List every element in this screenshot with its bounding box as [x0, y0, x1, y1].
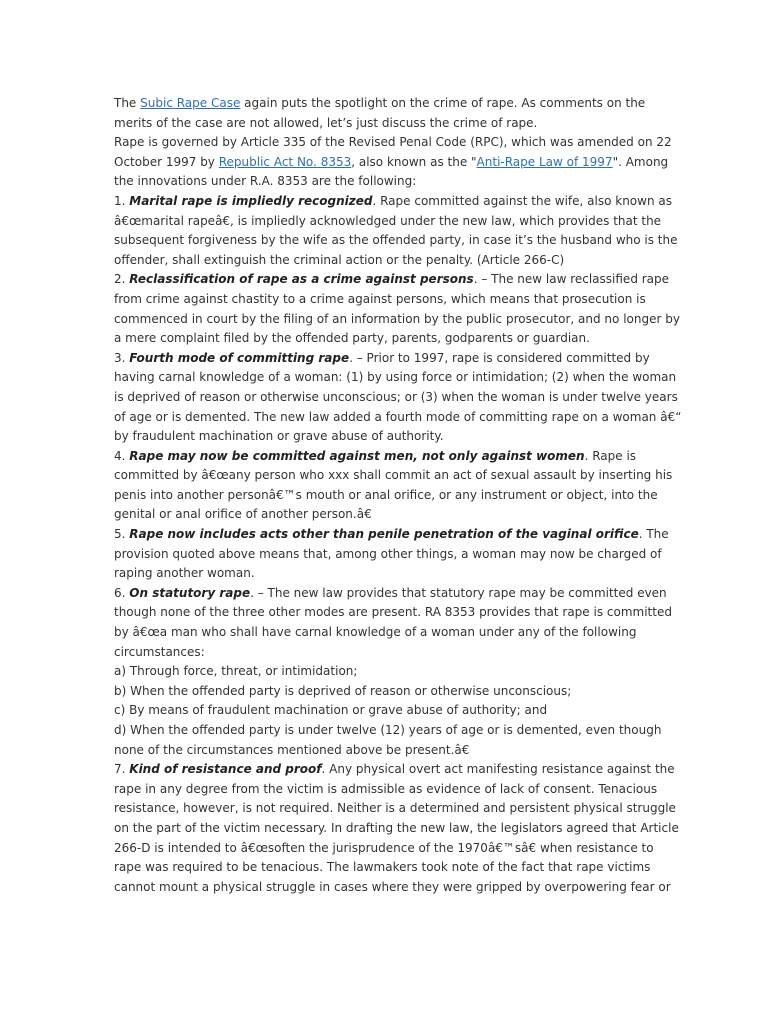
text-line: by fraudulent machination or grave abuse of authority. [114, 429, 444, 444]
subic-rape-case-link[interactable]: Subic Rape Case [140, 96, 241, 110]
text-line: from crime against chastity to a crime against persons, which means that prosecution is [114, 291, 646, 306]
text-line: the innovations under R.A. 8353 are the following: [114, 174, 417, 189]
anti-rape-law-link[interactable]: Anti-Rape Law of 1997 [476, 154, 613, 169]
text-line: cannot mount a physical struggle in cases where they were gripped by overpowering fear or [114, 879, 671, 894]
list-item-heading: 2. Reclassification of rape as a crime against persons. – The new law reclassified rape [114, 272, 670, 287]
list-item-heading: 7. Kind of resistance and proof. Any physical overt act manifesting resistance against the [114, 762, 675, 777]
list-item-heading: 3. Fourth mode of committing rape. – Prior to 1997, rape is considered committed by [114, 350, 650, 365]
item-5-heading: Rape now includes acts other than penile penetration of the vaginal orifice [129, 527, 639, 542]
text-line: provision quoted above means that, among other things, a woman may now be charged of [114, 546, 662, 561]
text-line: is deprived of reason or otherwise unconscious; or (3) when the woman is under twelve years [114, 389, 678, 404]
text-line: The Subic Rape Case again puts the spotlight on the crime of rape. As comments on the [114, 96, 646, 110]
text-line: a mere complaint filed by the offended party, parents, godparents or guardian. [114, 331, 590, 346]
list-item-heading: 1. Marital rape is impliedly recognized. Rape committed against the wife, also known as [114, 193, 672, 208]
text-line: having carnal knowledge of a woman: (1) by using force or intimidation; (2) when the woman [114, 370, 677, 385]
item-2-heading: Reclassification of rape as a crime against persons [129, 272, 474, 287]
text-line: genital or anal orifice of another person.â€ [114, 507, 372, 522]
text-line: a) Through force, threat, or intimidation; [114, 664, 358, 679]
text-line: though none of the three other modes are present. RA 8353 provides that rape is committed [114, 605, 672, 620]
text-line: raping another woman. [114, 566, 255, 581]
list-item-heading: 4. Rape may now be committed against men, not only against women. Rape is [114, 448, 637, 463]
text-line: rape in any degree from the victim is admissible as evidence of lack of consent. Tenacious [114, 781, 658, 796]
text-line: circumstances: [114, 644, 205, 659]
text-line: rape was required to be tenacious. The lawmakers took note of the fact that rape victims [114, 860, 651, 875]
republic-act-8353-link[interactable]: Republic Act No. 8353 [218, 154, 352, 169]
text-line: c) By means of fraudulent machination or grave abuse of authority; and [114, 703, 548, 718]
text-line: offender, shall extinguish the criminal action or the penalty. (Article 266-C) [114, 252, 565, 267]
text-line: commenced in court by the filing of an information by the public prosecutor, and no longer by [114, 311, 680, 326]
text-line: committed by â€œany person who xxx shall commit an act of sexual assault by inserting his [114, 468, 673, 483]
item-7-heading: Kind of resistance and proof [129, 762, 322, 777]
text-line: none of the circumstances mentioned above be present.â€ [114, 742, 470, 757]
text-line: on the part of the victim necessary. In drafting the new law, the legislators agreed that Article [114, 820, 679, 835]
item-1-heading: Marital rape is impliedly recognized [129, 193, 373, 208]
list-item-heading: 6. On statutory rape. – The new law provides that statutory rape may be committed even [114, 585, 667, 600]
list-item-heading: 5. Rape now includes acts other than penile penetration of the vaginal orifice. The [114, 527, 669, 542]
item-6-heading: On statutory rape [129, 585, 251, 600]
text-line: b) When the offended party is deprived of reason or otherwise unconscious; [114, 683, 572, 698]
text-line: merits of the case are not allowed, let’s just discuss the crime of rape. [114, 115, 538, 130]
text-line: d) When the offended party is under twelve (12) years of age or is demented, even though [114, 723, 662, 737]
text-line: resistance, however, is not required. Neither is a determined and persistent physical struggle [114, 801, 676, 816]
text-line: Rape is governed by Article 335 of the Revised Penal Code (RPC), which was amended on 22 [114, 135, 672, 150]
text-line: subsequent forgiveness by the wife as the offended party, in case it’s the husband who is the [114, 233, 678, 248]
article-body [114, 94, 682, 897]
text-line: October 1997 by Republic Act No. 8353, also known as the "Anti-Rape Law of 1997". Among [114, 154, 669, 169]
text-line: penis into another personâ€™s mouth or anal orifice, or any instrument or object, into the [114, 487, 658, 502]
text-line: â€œmarital rapeâ€, is impliedly acknowledged under the new law, which provides that the [114, 213, 662, 228]
text-line: of age or is demented. The new law added a fourth mode of committing rape on a woman â€“ [114, 409, 682, 424]
item-3-heading: Fourth mode of committing rape [129, 350, 350, 365]
text-line: 266-D is intended to â€œsoften the jurisprudence of the 1970â€™sâ€ when resistance to [114, 840, 654, 855]
text-line: by â€œa man who shall have carnal knowledge of a woman under any of the following [114, 625, 637, 640]
item-4-heading: Rape may now be committed against men, not only against women [129, 448, 585, 463]
